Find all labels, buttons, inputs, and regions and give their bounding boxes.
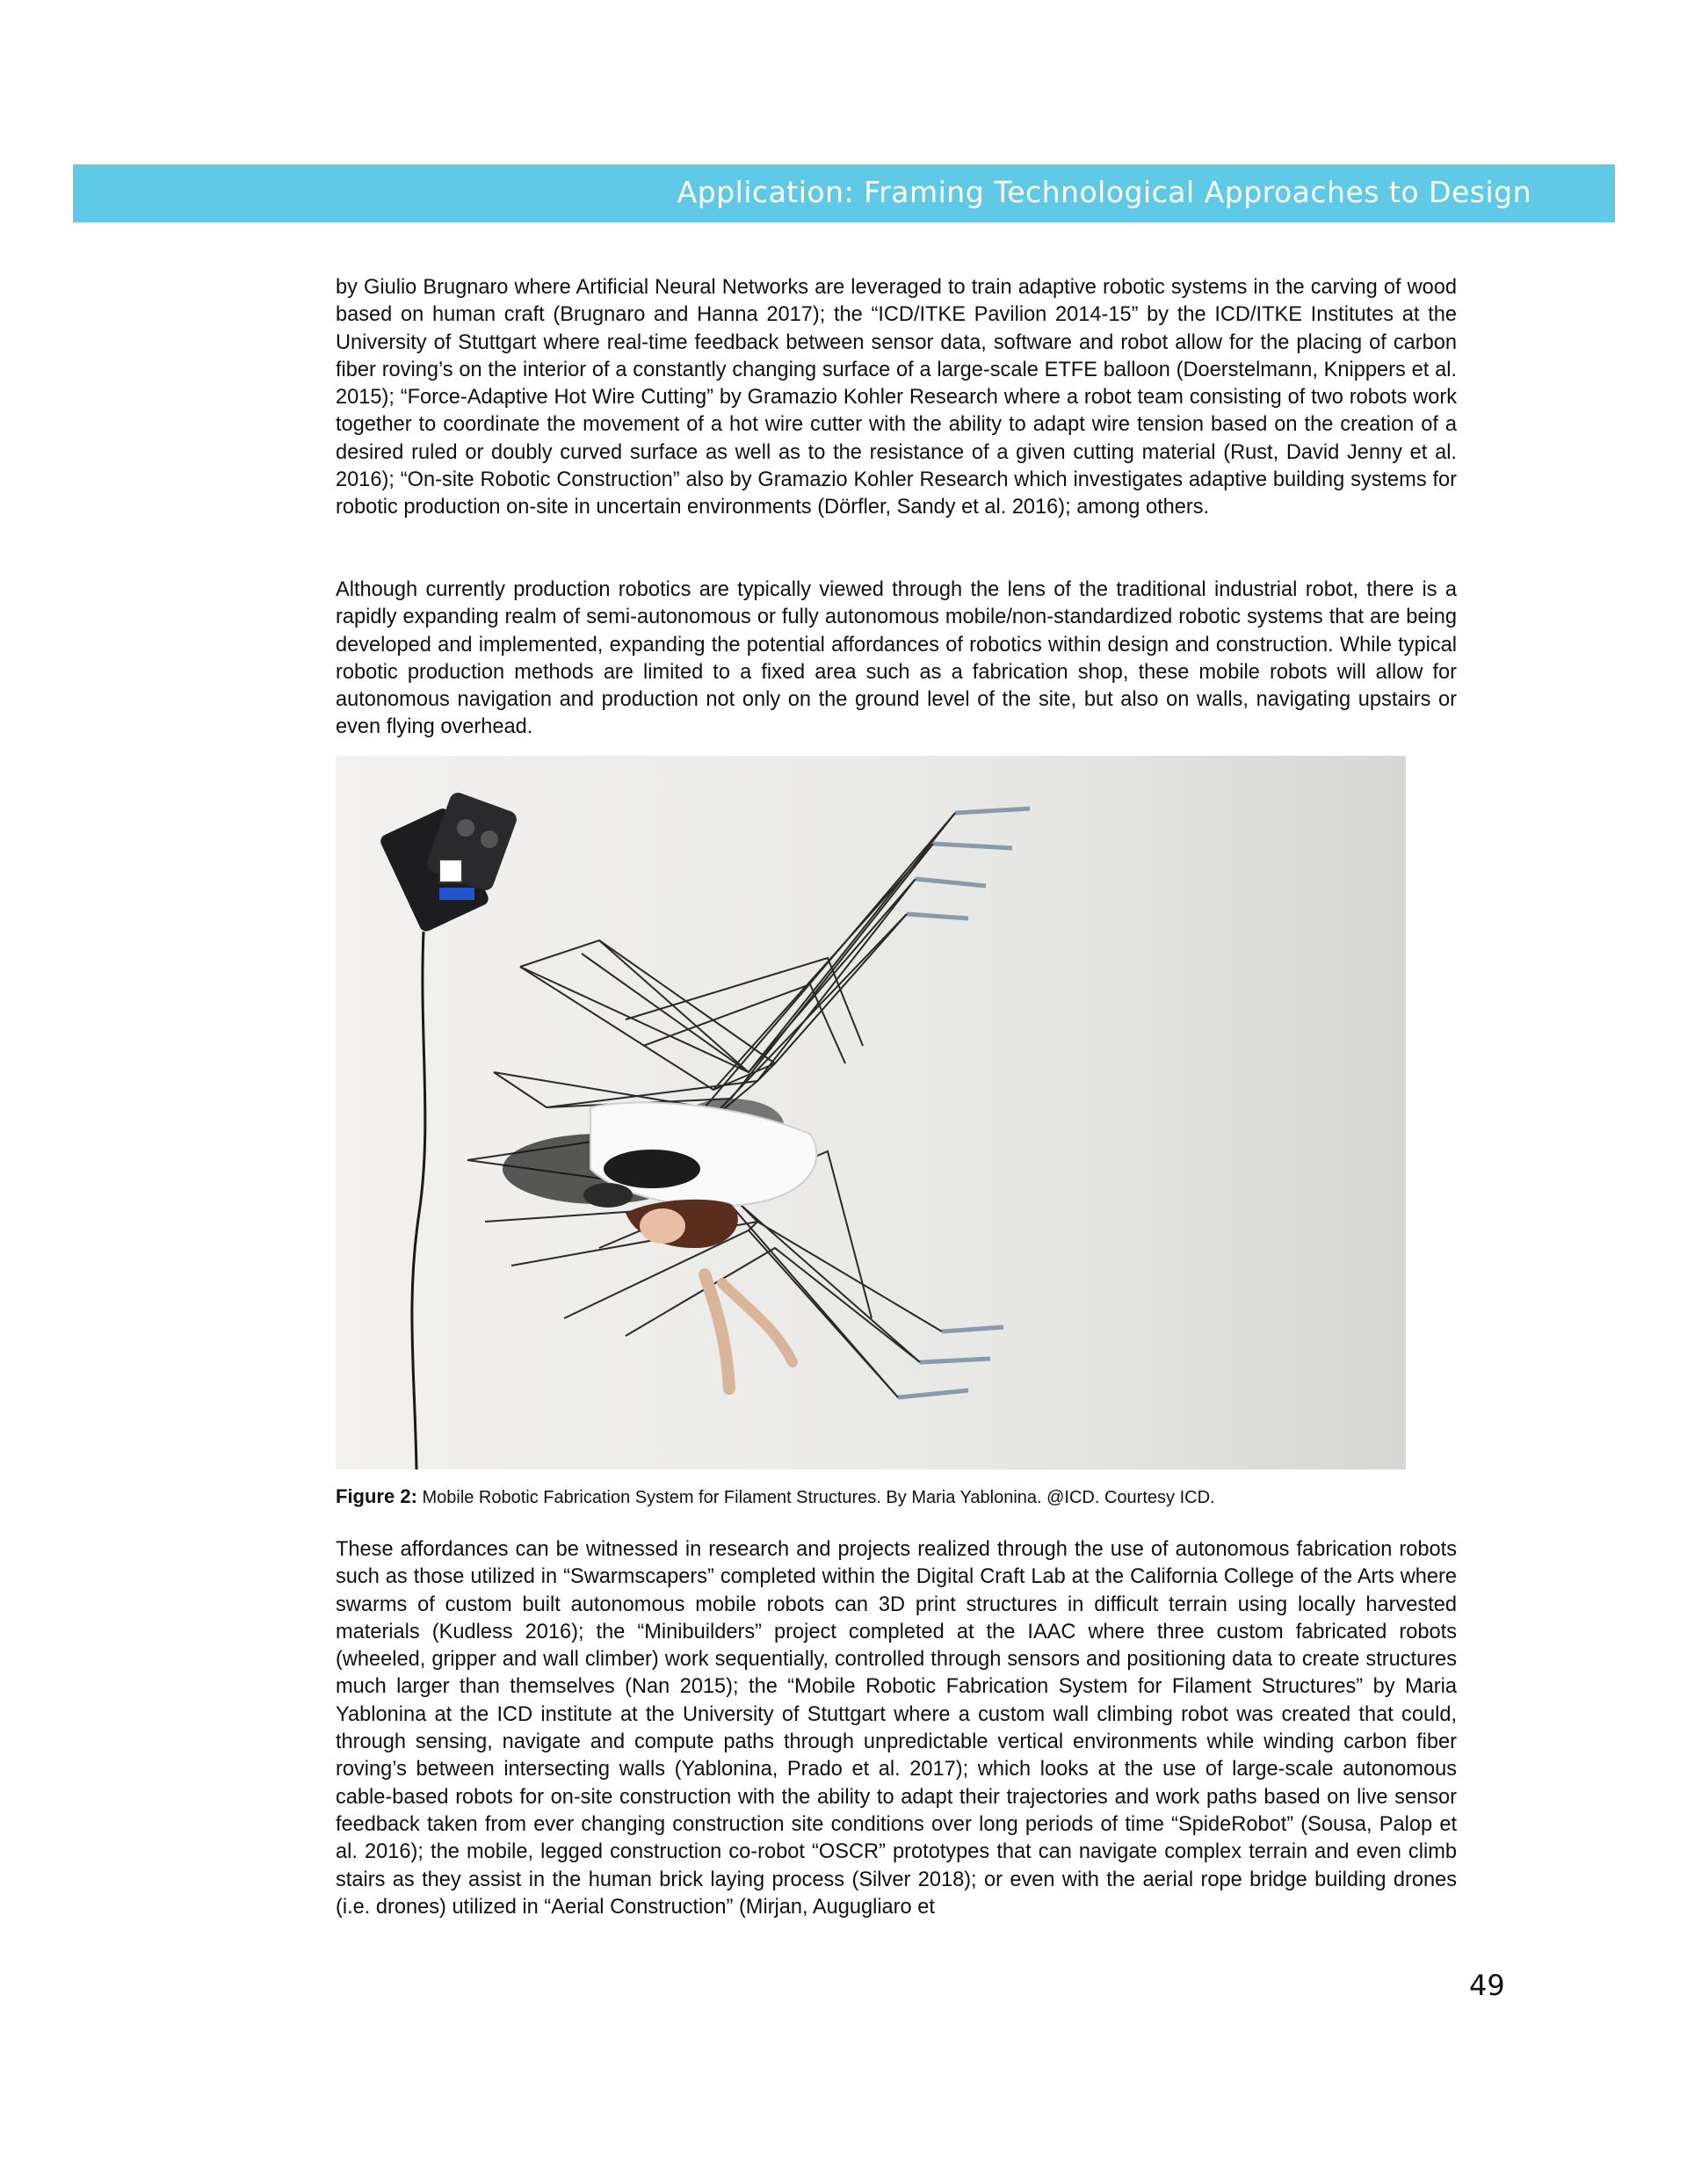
- body-paragraph: These affordances can be witnessed in research and projects realized through the use of autonomous fabrication robots such as those utilized in “Swarmscapers” completed within the Digital Craft Lab at the California College of the Arts where swarms of custom built autonomous mobile robots can 3D print structures in difficult terrain using locally harvested materials (Kudless 2016); the “Minibuilders” project completed at the IAAC where three custom fabricated robots (wheeled, gripper and wall climber) work sequentially, controlled through sensors and positioning data to create structures much larger than themselves (Nan 2015); the “Mobile Robotic Fabrication System for Filament Structures” by Maria Yablonina at the ICD institute at the University of Stuttgart where a custom wall climbing robot was created that could, through sensing, navigate and compute paths through unpredictable vertical environments while winding carbon fiber roving’s between intersecting walls (Yablonina, Prado et al. 2017); which looks at the use of large-scale autonomous cable-based robots for on-site construction with the ability to adapt their trajectories and work paths based on live sensor feedback taken from ever changing construction site conditions over long periods of time “SpideRobot” (Sousa, Palop et al. 2016); the mobile, legged construction co-robot “OSCR” prototypes that can navigate complex terrain and even climb stairs as they assist in the human brick laying process (Silver 2018); or even with the aerial rope bridge building drones (i.e. drones) utilized in “Aerial Construction” (Mirjan, Augugliaro et: [336, 1538, 1457, 1919]
- filament-structure-illustration: [336, 756, 1406, 1469]
- figure-caption: [336, 1485, 1215, 1509]
- body-paragraph: Although currently production robotics are typically viewed through the lens of the traditional industrial robot, there is a rapidly expanding realm of semi-autonomous or fully autonomous mobile/non-standardized robotic systems that are being developed and implemented, expanding the potential affordances of robotics within design and construction. While typical robotic production methods are limited to a fixed area such as a fabrication shop, these mobile robots will allow for autonomous navigation and production not only on the ground level of the site, but also on walls, navigating upstairs or even flying overhead.: [336, 578, 1457, 739]
- running-header-band: [73, 164, 1615, 222]
- figure-label-colon: :: [410, 1485, 417, 1507]
- running-header-title: Application: Framing Technological Approaches to Design: [677, 175, 1531, 209]
- page-number: 49: [1469, 1969, 1505, 2002]
- body-paragraph: by Giulio Brugnaro where Artificial Neural Networks are leveraged to train adaptive robotic systems in the carving of wood based on human craft (Brugnaro and Hanna 2017); the “ICD/ITKE Pavilion 2014-15” by the ICD/ITKE Institutes at the University of Stuttgart where real-time feedback between sensor data, software and robot allow for the placing of carbon fiber roving’s on the interior of a constantly changing surface of a large-scale ETFE balloon (Doerstelmann, Knippers et al. 2015); “Force-Adaptive Hot Wire Cutting” by Gramazio Kohler Research where a robot team consisting of two robots work together to coordinate the movement of a hot wire cutter with the ability to adapt wire tension based on the creation of a desired ruled or doubly curved surface as well as to the resistance of a given cutting material (Rust, David Jenny et al. 2016); “On-site Robotic Construction” also by Gramazio Kohler Research which investigates adaptive building systems for robotic production on-site in uncertain environments (Dörfler, Sandy et al. 2016); among others.: [336, 276, 1457, 519]
- figure-photo: [336, 756, 1406, 1469]
- figure-caption-text: Mobile Robotic Fabrication System for Filament Structures. By Maria Yablonina. @ICD. Courtesy ICD.: [416, 1488, 1215, 1507]
- figure-label: Figure 2: [336, 1485, 411, 1507]
